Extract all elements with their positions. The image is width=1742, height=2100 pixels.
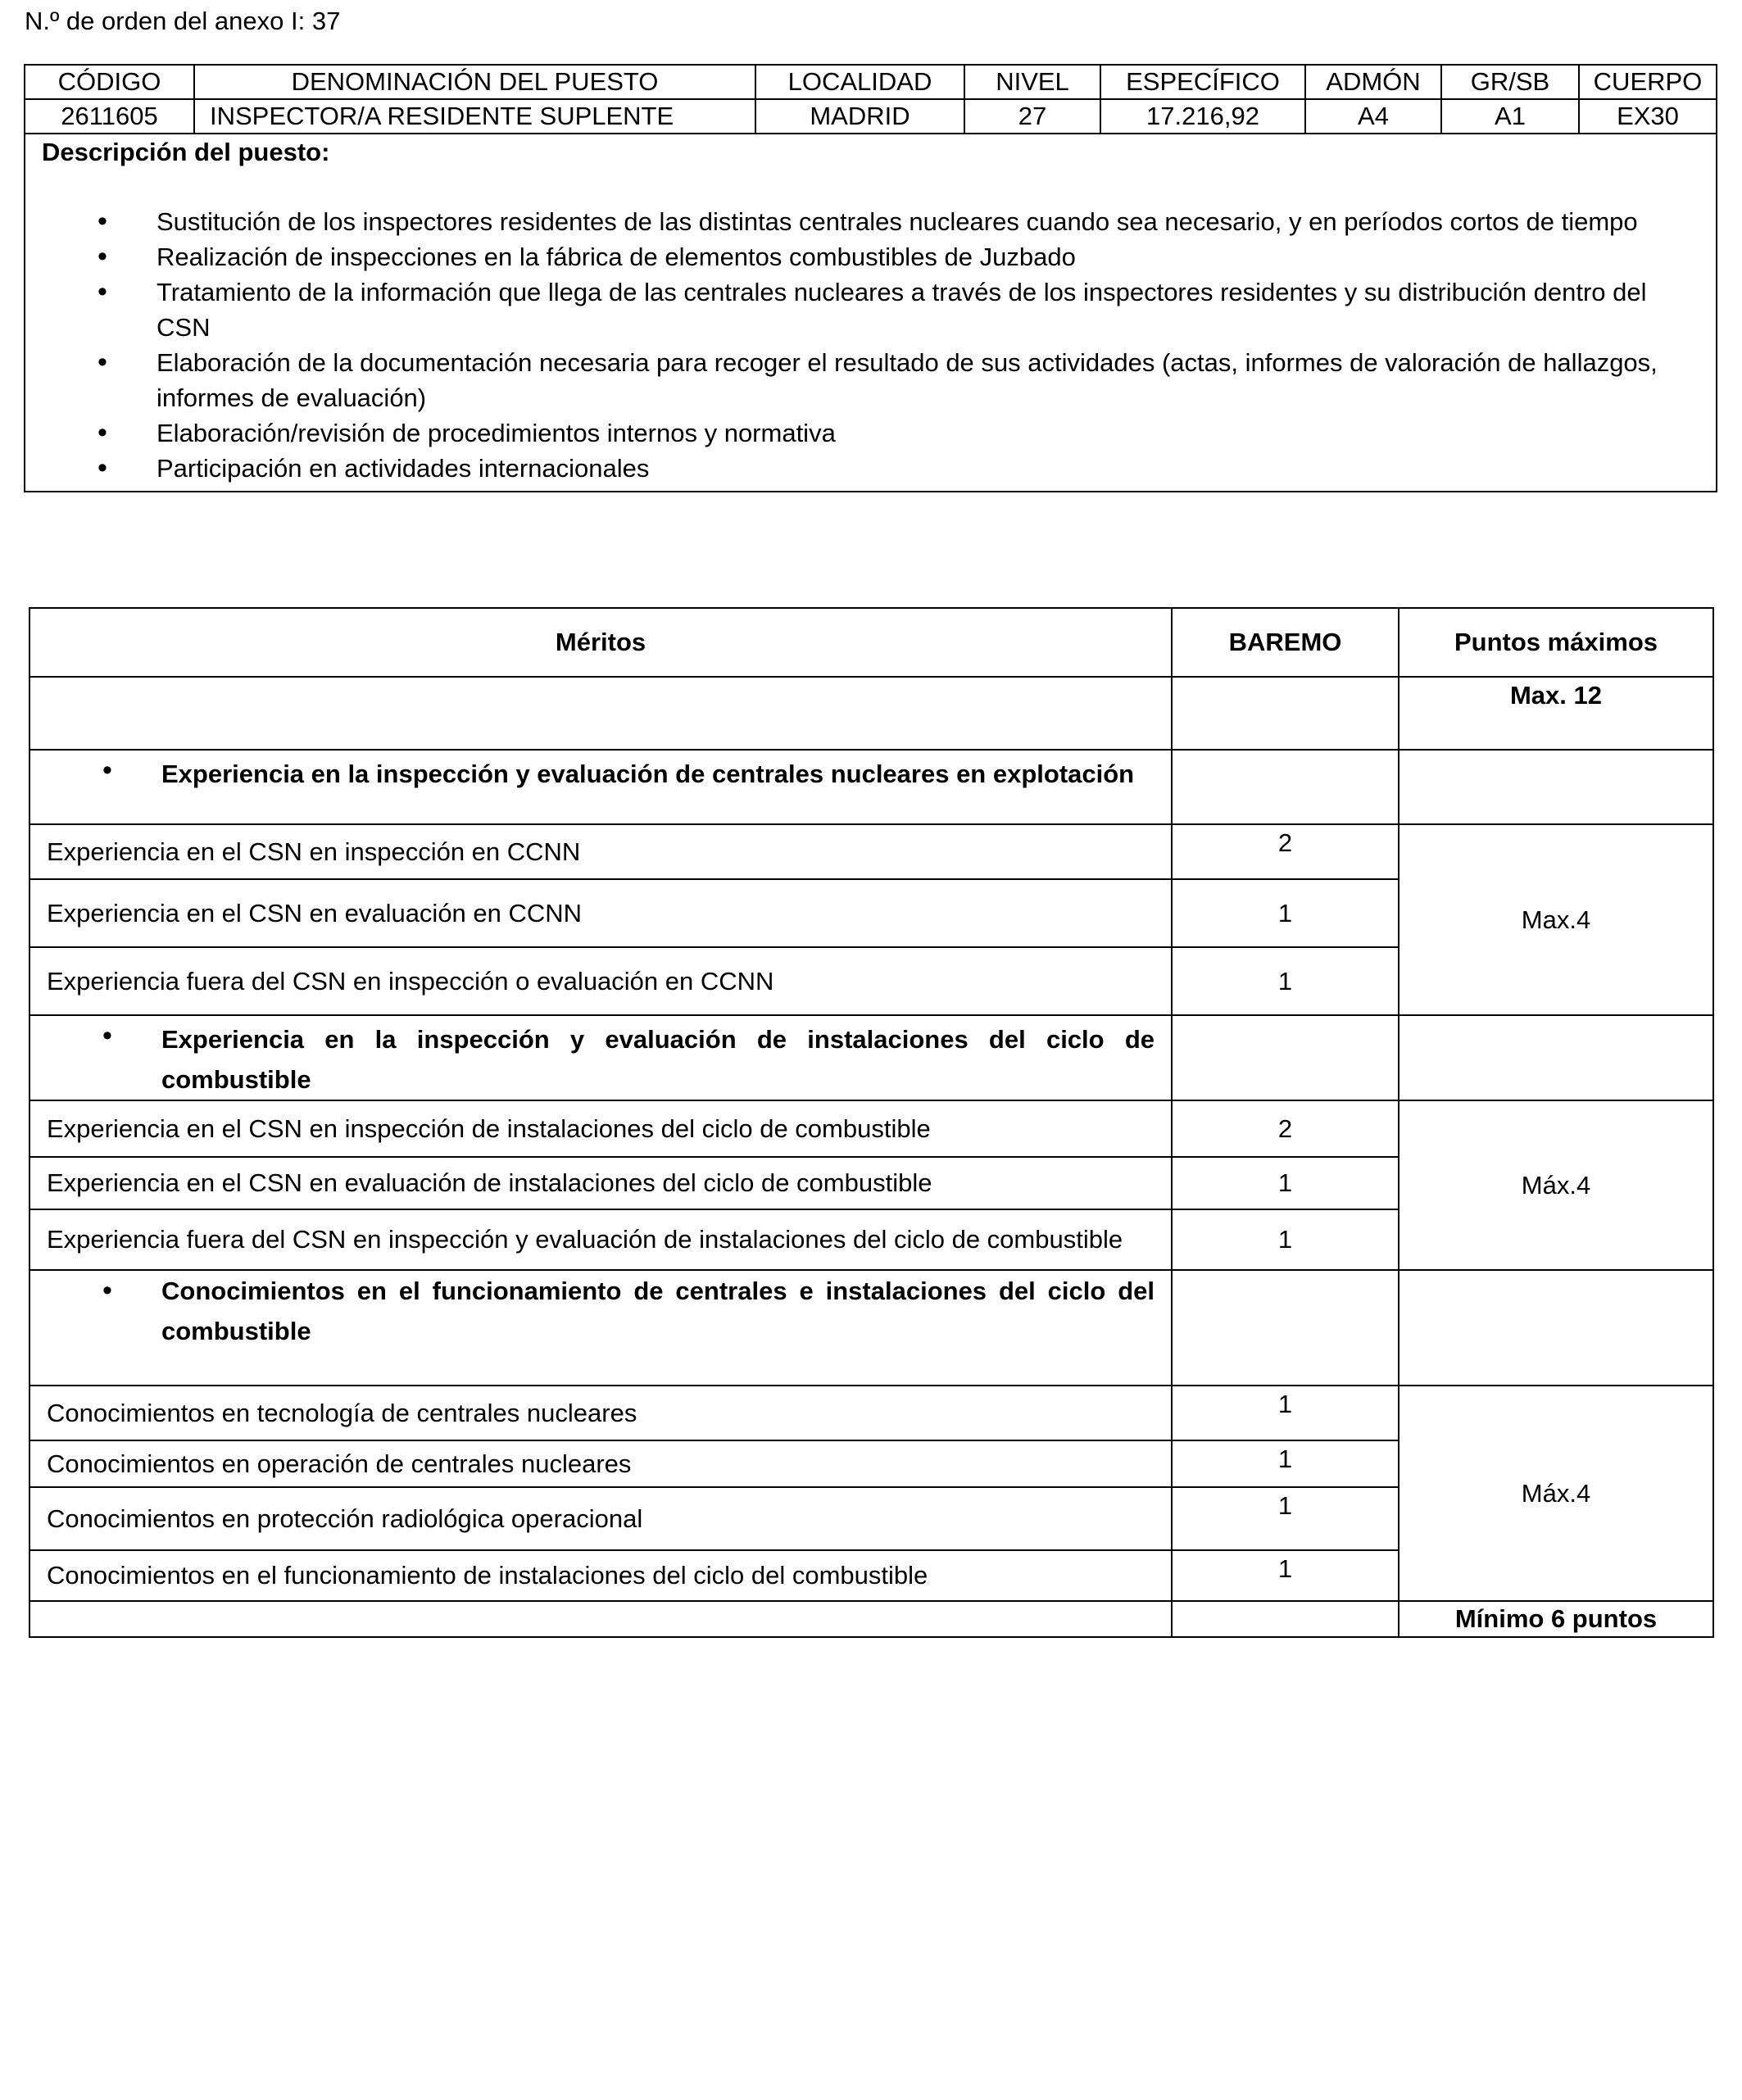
merit-baremo: 1 [1172, 879, 1399, 947]
value-especifico: 17.216,92 [1100, 99, 1305, 134]
merit-label: Experiencia fuera del CSN en inspección o evaluación en CCNN [29, 947, 1172, 1015]
header-cuerpo: CUERPO [1579, 65, 1717, 99]
description-item: • Sustitución de los inspectores residentes de las distintas centrales nucleares cuando sea necesario, y en períodos cortos de tiempo [157, 204, 1691, 239]
description-item: • Realización de inspecciones en la fábrica de elementos combustibles de Juzbado [157, 239, 1691, 274]
section-max: Máx.4 [1399, 1386, 1713, 1601]
header-baremo: BAREMO [1172, 608, 1399, 677]
minimum-points: Mínimo 6 puntos [1399, 1601, 1713, 1637]
merit-label: Experiencia en el CSN en evaluación en CCNN [29, 879, 1172, 947]
section-header-row [29, 1270, 1713, 1386]
overall-max: Max. 12 [1399, 677, 1713, 750]
description-item: • Participación en actividades internacionales [157, 451, 1691, 486]
merit-label: Conocimientos en operación de centrales nucleares [29, 1440, 1172, 1487]
header-nivel: NIVEL [964, 65, 1100, 99]
merit-row [29, 1386, 1713, 1440]
bullet-icon: • [102, 1020, 112, 1051]
job-description [25, 134, 1717, 492]
job-value-row [25, 99, 1717, 134]
merit-baremo: 2 [1172, 1100, 1399, 1157]
description-title: Descripción del puesto: [42, 138, 330, 166]
overall-max-row [29, 677, 1713, 750]
header-puntos-maximos: Puntos máximos [1399, 608, 1713, 677]
merit-baremo: 2 [1172, 824, 1399, 879]
merit-label: Conocimientos en protección radiológica operacional [29, 1487, 1172, 1550]
section-max: Máx.4 [1399, 1100, 1713, 1270]
section-title: • Conocimientos en el funcionamiento de centrales e instalaciones del ciclo del combustible [29, 1270, 1172, 1386]
description-item: • Elaboración de la documentación necesaria para recoger el resultado de sus actividades (actas, informes de valoración de hallazgos, informes de evaluación) [157, 345, 1691, 415]
merit-label: Experiencia en el CSN en evaluación de instalaciones del ciclo de combustible [29, 1157, 1172, 1209]
merit-label: Conocimientos en el funcionamiento de instalaciones del ciclo del combustible [29, 1550, 1172, 1601]
header-grsb: GR/SB [1441, 65, 1579, 99]
header-denominacion: DENOMINACIÓN DEL PUESTO [194, 65, 755, 99]
minimum-row [29, 1601, 1713, 1637]
value-codigo: 2611605 [25, 99, 194, 134]
annex-order-number: N.º de orden del anexo I: 37 [25, 7, 341, 35]
job-table [24, 64, 1717, 492]
merit-baremo: 1 [1172, 1157, 1399, 1209]
bullet-icon: • [102, 755, 112, 786]
header-meritos: Méritos [29, 608, 1172, 677]
merit-baremo: 1 [1172, 947, 1399, 1015]
description-list [42, 204, 1691, 486]
value-nivel: 27 [964, 99, 1100, 134]
job-description-row [25, 134, 1717, 492]
section-title: • Experiencia en la inspección y evaluación de centrales nucleares en explotación [29, 750, 1172, 824]
merit-label: Experiencia fuera del CSN en inspección y evaluación de instalaciones del ciclo de combustible [29, 1209, 1172, 1270]
value-localidad: MADRID [755, 99, 964, 134]
value-denominacion: INSPECTOR/A RESIDENTE SUPLENTE [194, 99, 755, 134]
header-localidad: LOCALIDAD [755, 65, 964, 99]
description-item: • Elaboración/revisión de procedimientos internos y normativa [157, 415, 1691, 451]
value-cuerpo: EX30 [1579, 99, 1717, 134]
merit-label: Conocimientos en tecnología de centrales nucleares [29, 1386, 1172, 1440]
merit-baremo: 1 [1172, 1440, 1399, 1487]
merit-label: Experiencia en el CSN en inspección en CCNN [29, 824, 1172, 879]
merit-baremo: 1 [1172, 1487, 1399, 1550]
merit-baremo: 1 [1172, 1550, 1399, 1601]
merit-baremo: 1 [1172, 1386, 1399, 1440]
merit-row [29, 1100, 1713, 1157]
section-header-row [29, 1015, 1713, 1100]
header-codigo: CÓDIGO [25, 65, 194, 99]
value-grsb: A1 [1441, 99, 1579, 134]
description-item: • Tratamiento de la información que llega de las centrales nucleares a través de los inspectores residentes y su distribución dentro del CSN [157, 274, 1691, 345]
section-header-row [29, 750, 1713, 824]
merits-table [29, 607, 1714, 1638]
merit-baremo: 1 [1172, 1209, 1399, 1270]
bullet-icon: • [102, 1275, 112, 1306]
section-max: Max.4 [1399, 824, 1713, 1015]
merit-label: Experiencia en el CSN en inspección de instalaciones del ciclo de combustible [29, 1100, 1172, 1157]
value-admon: A4 [1305, 99, 1441, 134]
section-title: • Experiencia en la inspección y evaluación de instalaciones del ciclo de combustible [29, 1015, 1172, 1100]
merits-header-row [29, 608, 1713, 677]
header-admon: ADMÓN [1305, 65, 1441, 99]
header-especifico: ESPECÍFICO [1100, 65, 1305, 99]
job-header-row [25, 65, 1717, 99]
merit-row [29, 824, 1713, 879]
